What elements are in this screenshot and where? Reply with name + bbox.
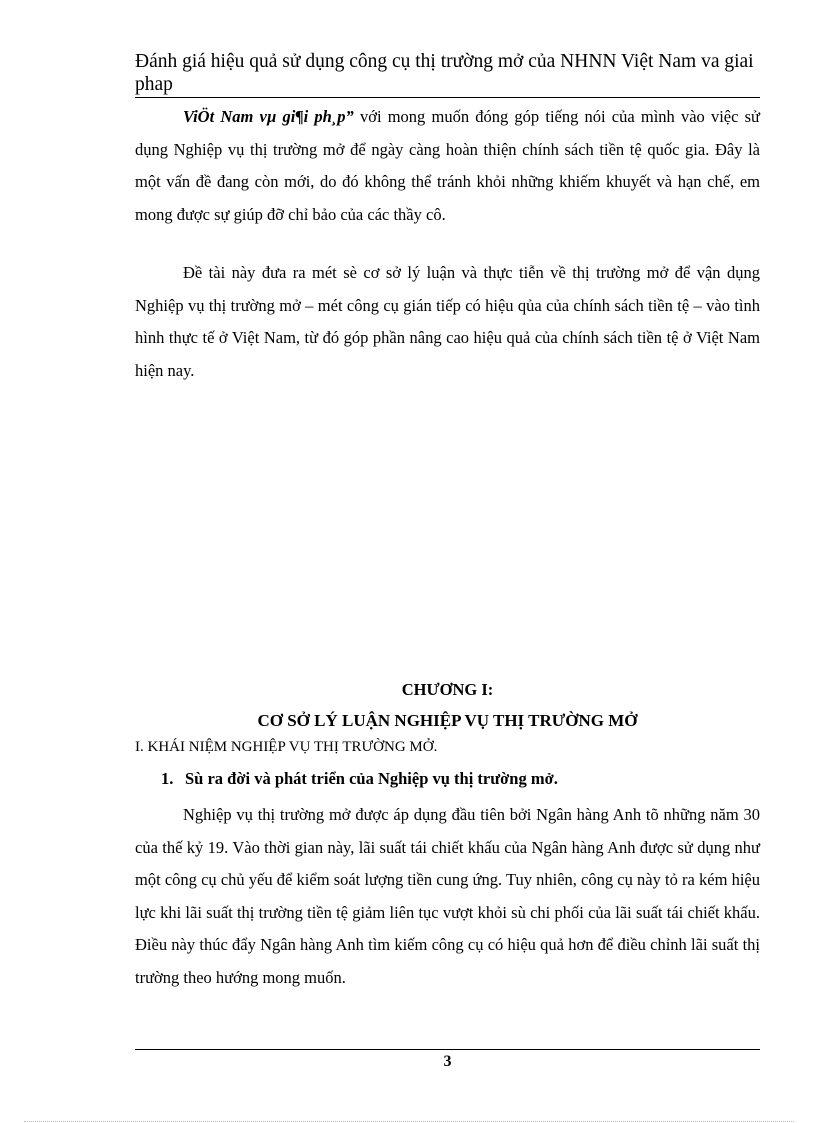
subsection-heading: [161, 769, 558, 789]
section-heading: I. KHÁI NIỆM NGHIỆP VỤ THỊ TRƯỜNG MỞ.: [135, 739, 438, 755]
body-paragraph: Nghiệp vụ thị trường mở được áp dụng đầu tiên bởi Ngân hàng Anh tõ những năm 30 của thế kỷ 19. Vào thời gian này, lãi suất tái chiết khấu của Ngân hàng Anh được sử dụng như một công cụ chủ yếu để kiểm soát lượng tiền cung ứng. Tuy nhiên, công cụ này tỏ ra kém hiệu lực khi lãi suất thị trường tiền tệ giảm liên tục vượt khỏi sù chi phối của lãi suất tái chiết khấu. Điều này thúc đẩy Ngân hàng Anh tìm kiếm công cụ có hiệu quả hơn để điều chỉnh lãi suất thị trường theo hướng mong muốn.: [135, 805, 760, 987]
page-edge-guide: [24, 1121, 794, 1122]
footer-divider: [135, 1049, 760, 1050]
page-number: 3: [443, 1053, 452, 1070]
subsection-number: 1.: [161, 769, 174, 788]
intro-lead-text: ViÖt Nam vµ gi¶i ph¸p”: [183, 107, 354, 126]
intro-continuation-text: với mong muốn đóng góp tiếng nói của mình vào việc sử dụng Nghiệp vụ thị trường mở để ngày càng hoàn thiện chính sách tiền tệ quốc gia. Đây là một vấn đề đang còn mới, do đó không thể tránh khỏi những khiếm khuyết và hạn chế, em mong được sự giúp đỡ chỉ bảo của các thầy cô.: [135, 107, 760, 224]
chapter-number: CHƯƠNG I:: [401, 680, 494, 699]
running-header-title: Đánh giá hiệu quả sử dụng công cụ thị trường mở của NHNN Việt Nam va giai phap: [135, 51, 754, 95]
intro-paragraph-2: Đề tài này đưa ra mét sè cơ sở lý luận và thực tiễn về thị trường mở để vận dụng Nghiệp vụ thị trường mở – mét công cụ gián tiếp có hiệu qủa của chính sách tiền tệ – vào tình hình thực tế ở Việt Nam, từ đó góp phần nâng cao hiệu quả của chính sách tiền tệ ở Việt Nam hiện nay.: [135, 263, 760, 380]
chapter-title: CƠ SỞ LÝ LUẬN NGHIỆP VỤ THỊ TRƯỜNG MỞ: [257, 711, 638, 730]
header-divider: [135, 97, 760, 98]
intro-paragraph: [135, 101, 760, 231]
subsection-title: Sù ra đời và phát triển của Nghiệp vụ thị trường mở.: [185, 769, 558, 788]
